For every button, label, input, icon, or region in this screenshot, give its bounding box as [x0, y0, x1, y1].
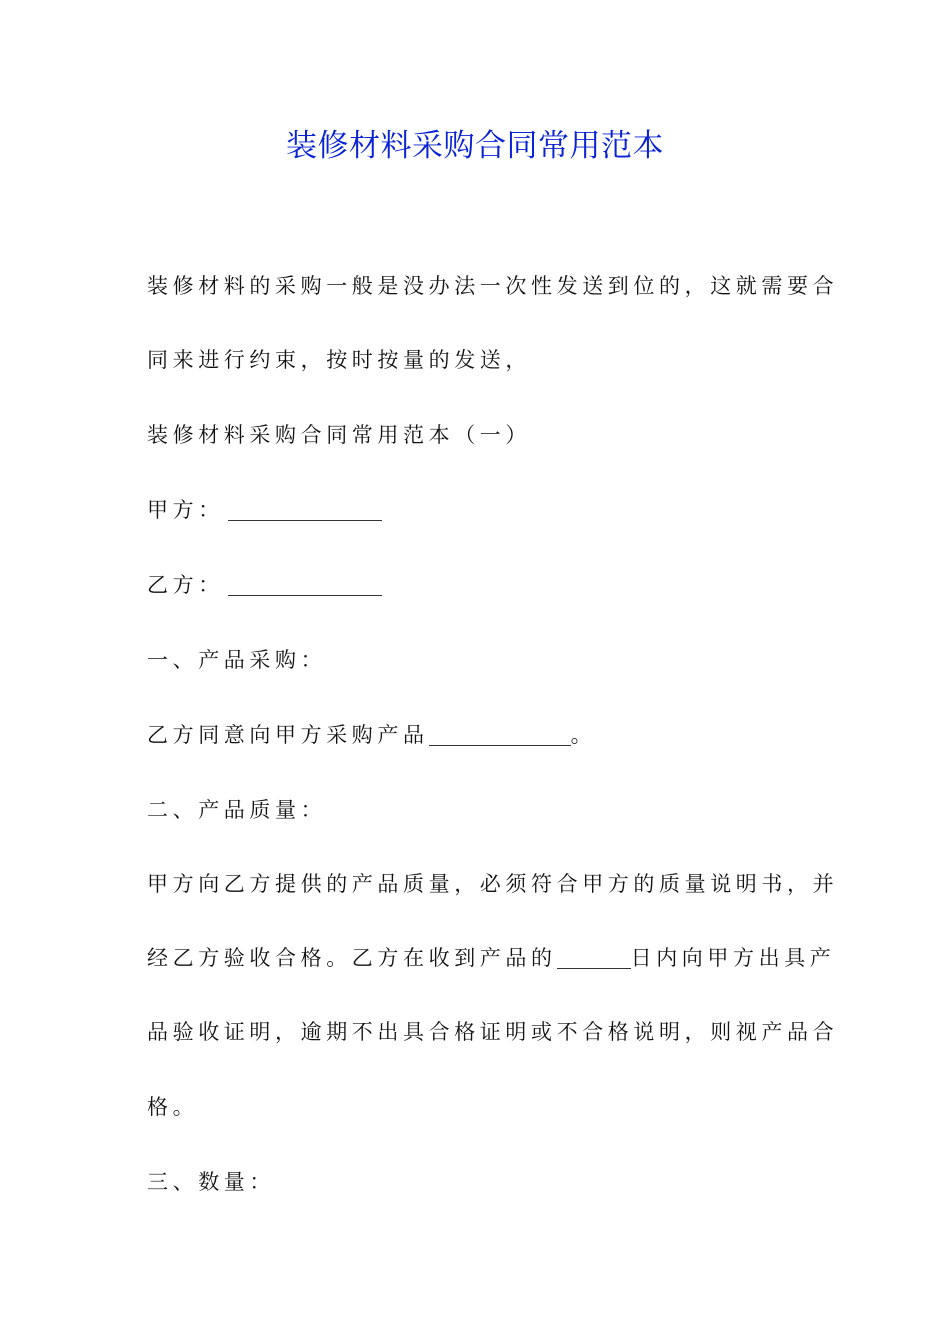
clause-2-line-2-before: 经乙方验收合格。乙方在收到产品的 [147, 946, 557, 970]
clause-2-line-2-after: 日内向甲方出具产 [630, 946, 836, 970]
party-a-blank [228, 500, 382, 521]
clause-2-line-1: 甲方向乙方提供的产品质量，必须符合甲方的质量说明书，并 [147, 872, 839, 896]
party-b-line [147, 570, 827, 600]
clause-3-heading: 三、数量： [147, 1170, 275, 1194]
days-blank [557, 948, 631, 969]
clause-1-text-before: 乙方同意向甲方采购产品 [147, 723, 429, 747]
party-b-label: 乙方： [147, 573, 224, 597]
product-blank [429, 725, 571, 746]
clause-1-heading: 一、产品采购： [147, 648, 327, 672]
clause-1-text [147, 720, 827, 750]
section-heading: 装修材料采购合同常用范本（一） [147, 423, 531, 447]
clause-1-text-after: 。 [570, 723, 597, 747]
intro-line-2: 同来进行约束，按时按量的发送， [147, 348, 531, 372]
party-a-label: 甲方： [147, 498, 224, 522]
clause-2-line-3: 品验收证明，逾期不出具合格证明或不合格说明，则视产品合 [147, 1020, 839, 1044]
clause-2-heading: 二、产品质量： [147, 798, 327, 822]
party-a-line [147, 495, 827, 525]
party-b-blank [228, 575, 382, 596]
document-title: 装修材料采购合同常用范本 [286, 128, 664, 164]
clause-2-line-4: 格。 [147, 1095, 199, 1119]
intro-line-1: 装修材料的采购一般是没办法一次性发送到位的，这就需要合 [147, 274, 839, 298]
clause-2-line-2 [147, 943, 836, 973]
